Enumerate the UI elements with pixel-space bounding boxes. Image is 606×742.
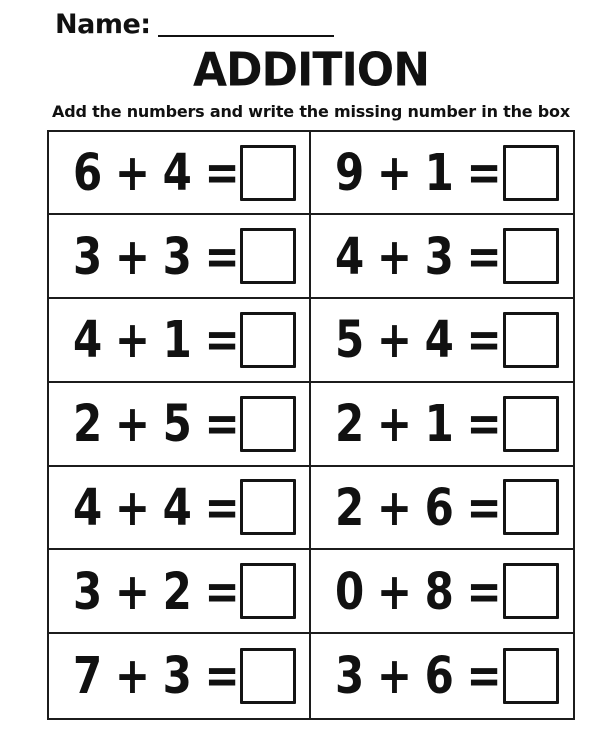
worksheet-page <box>47 0 575 720</box>
answer-box[interactable] <box>240 396 296 452</box>
equation-label: 0 + 8 = <box>335 561 503 621</box>
equation-label: 5 + 4 = <box>335 310 503 370</box>
problem-cell-right-5 <box>311 467 573 551</box>
answer-box[interactable] <box>503 396 559 452</box>
equation-label: 3 + 3 = <box>73 226 241 286</box>
problem-cell-right-6 <box>311 550 573 634</box>
instructions-text: Add the numbers and write the missing number in the box <box>52 101 570 121</box>
answer-box[interactable] <box>240 145 296 201</box>
name-row <box>47 0 575 40</box>
equation-label: 9 + 1 = <box>335 143 503 202</box>
problem-cell-left-1 <box>49 132 311 216</box>
equation-label: 4 + 4 = <box>73 477 241 537</box>
answer-box[interactable] <box>503 479 559 535</box>
page-title: ADDITION <box>192 43 430 97</box>
equation-label: 6 + 4 = <box>73 143 241 202</box>
problem-cell-left-4 <box>49 383 311 467</box>
equation-label: 2 + 1 = <box>335 394 503 454</box>
answer-box[interactable] <box>503 648 559 704</box>
answer-box[interactable] <box>503 228 559 284</box>
problem-cell-right-3 <box>311 299 573 383</box>
equation-label: 3 + 6 = <box>335 646 503 706</box>
problem-cell-left-3 <box>49 299 311 383</box>
equation-label: 4 + 3 = <box>335 226 503 286</box>
problem-cell-left-2 <box>49 215 311 299</box>
answer-box[interactable] <box>503 563 559 619</box>
equation-label: 2 + 5 = <box>73 394 241 454</box>
answer-box[interactable] <box>240 648 296 704</box>
problem-cell-left-7 <box>49 634 311 718</box>
problem-cell-right-4 <box>311 383 573 467</box>
answer-box[interactable] <box>240 563 296 619</box>
problem-cell-right-7 <box>311 634 573 718</box>
equation-label: 4 + 1 = <box>73 310 241 370</box>
answer-box[interactable] <box>503 312 559 368</box>
equation-label: 2 + 6 = <box>335 477 503 537</box>
equation-label: 7 + 3 = <box>73 646 241 706</box>
answer-box[interactable] <box>240 228 296 284</box>
problem-cell-left-6 <box>49 550 311 634</box>
answer-box[interactable] <box>240 312 296 368</box>
name-write-line[interactable] <box>158 11 334 37</box>
name-label: Name: <box>55 9 151 40</box>
answer-box[interactable] <box>240 479 296 535</box>
problem-cell-right-2 <box>311 215 573 299</box>
problem-cell-right-1 <box>311 132 573 216</box>
equation-label: 3 + 2 = <box>73 561 241 621</box>
problems-grid <box>47 130 575 720</box>
answer-box[interactable] <box>503 145 559 201</box>
problem-cell-left-5 <box>49 467 311 551</box>
